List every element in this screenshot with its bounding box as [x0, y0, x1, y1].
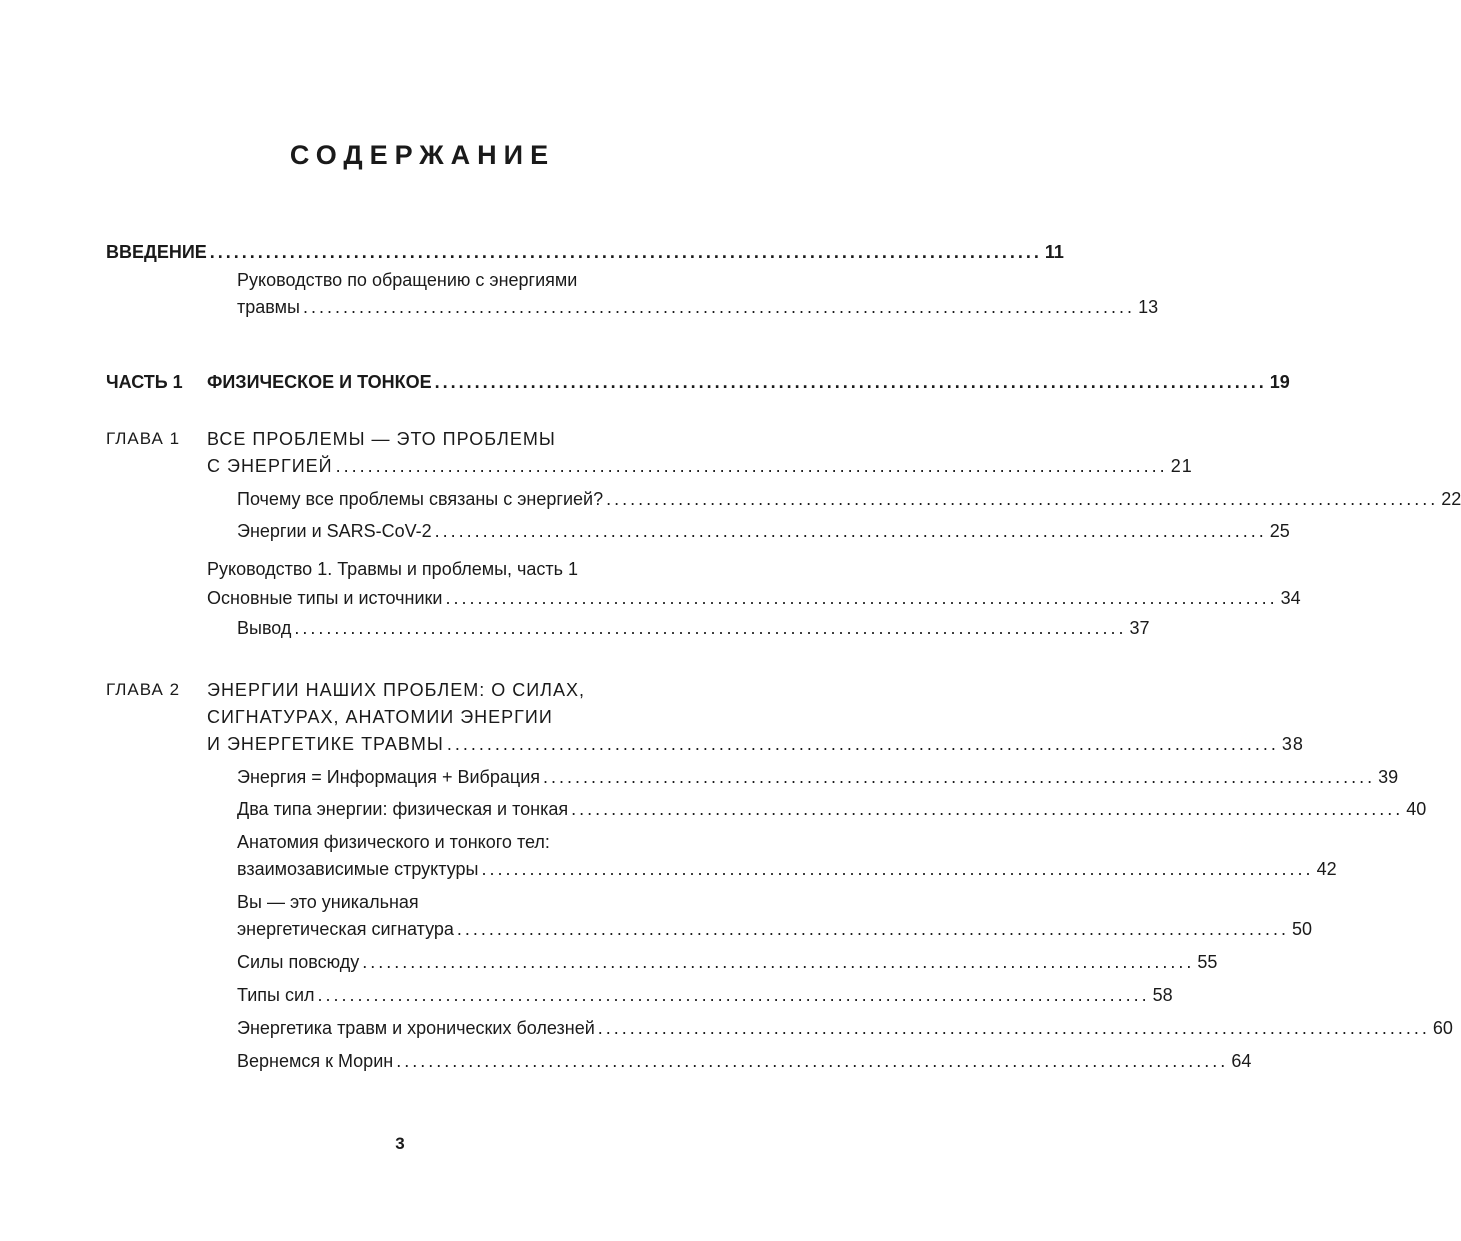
toc-entry-text: Вывод	[237, 618, 292, 638]
page-title: СОДЕРЖАНИЕ	[289, 140, 556, 170]
leader-dots: ........................................................................................................	[446, 734, 1279, 754]
chapter-title-line1: ВСЕ ПРОБЛЕМЫ — ЭТО ПРОБЛЕМЫ	[207, 429, 556, 449]
leader-dots: ........................................................................................................	[543, 767, 1376, 787]
leader-dots: ........................................................................................................	[362, 952, 1195, 972]
toc-entry-label: ВВЕДЕНИЕ	[106, 242, 207, 262]
leader-dots: ........................................................................................................	[302, 297, 1136, 317]
leader-dots: ........................................................................................................	[445, 588, 1278, 608]
toc-entry-text: Силы повсюду	[237, 952, 360, 972]
toc-entry-text-line1: Анатомия физического и тонкого тел:	[237, 832, 550, 852]
toc-page-number: 40	[1406, 799, 1427, 819]
toc-entry-text: Вернемся к Морин	[237, 1051, 394, 1071]
chapter-title-line2: СИГНАТУРАХ, АНАТОМИИ ЭНЕРГИИ	[207, 707, 553, 727]
toc-entry-intro[interactable]	[106, 241, 1064, 263]
toc-entry-text: Основные типы и источники	[207, 588, 443, 608]
toc-entry-text-line1: Руководство по обращению с энергиями	[237, 270, 578, 290]
chapter-title-line2: С ЭНЕРГИЕЙ	[207, 456, 333, 476]
toc-entry-text: травмы	[237, 297, 300, 317]
toc-entry-text: взаимозависимые структуры	[237, 859, 479, 879]
toc-page-number: 38	[1281, 734, 1304, 754]
toc-entry-text: энергетическая сигнатура	[237, 919, 454, 939]
toc-page-number: 58	[1152, 985, 1173, 1005]
part-label: ЧАСТЬ 1	[106, 372, 183, 392]
leader-dots: ........................................................................................................	[434, 521, 1267, 541]
leader-dots: ........................................................................................................	[396, 1051, 1229, 1071]
toc-page-number: 60	[1432, 1018, 1453, 1038]
chapter-label: ГЛАВА 1	[106, 429, 181, 448]
toc-entry-ch2-item[interactable]	[237, 951, 1218, 973]
leader-dots: ........................................................................................................	[597, 1018, 1430, 1038]
toc-entry-intro-guide[interactable]	[237, 296, 1159, 318]
toc-entry-ch2-item[interactable]	[237, 1017, 1453, 1039]
toc-entry-part1[interactable]	[207, 371, 1290, 393]
toc-entry-text: Энергия = Информация + Вибрация	[237, 767, 541, 787]
leader-dots: ........................................................................................................	[209, 242, 1042, 262]
toc-entry-ch1-guide[interactable]	[207, 587, 1301, 609]
toc-page-number: 19	[1269, 372, 1290, 392]
leader-dots: ........................................................................................................	[606, 489, 1439, 509]
toc-entry-ch2-item[interactable]	[237, 798, 1427, 820]
toc-page-number: 34	[1280, 588, 1301, 608]
toc-page-number: 50	[1292, 919, 1313, 939]
toc-entry-chapter1[interactable]	[207, 455, 1193, 477]
toc-entry-text: Почему все проблемы связаны с энергией?	[237, 489, 604, 509]
leader-dots: ........................................................................................................	[317, 985, 1150, 1005]
leader-dots: ........................................................................................................	[456, 919, 1289, 939]
part-title: ФИЗИЧЕСКОЕ И ТОНКОЕ	[207, 372, 432, 392]
toc-entry-chapter2[interactable]	[207, 733, 1304, 755]
toc-entry-ch1-conclusion[interactable]	[237, 617, 1150, 639]
leader-dots: ........................................................................................................	[294, 618, 1127, 638]
toc-page-number: 13	[1138, 297, 1159, 317]
guide-title-line1: Руководство 1. Травмы и проблемы, часть 1	[207, 559, 579, 579]
leader-dots: ........................................................................................................	[571, 799, 1404, 819]
page-number: 3	[395, 1134, 405, 1153]
toc-page-number: 55	[1197, 952, 1218, 972]
toc-page-number: 64	[1231, 1051, 1252, 1071]
leader-dots: ........................................................................................................	[434, 372, 1267, 392]
toc-page-number: 25	[1269, 521, 1290, 541]
toc-entry-ch2-item[interactable]	[237, 984, 1173, 1006]
toc-page-number: 21	[1170, 456, 1193, 476]
toc-page-number: 11	[1044, 242, 1064, 262]
toc-page-number: 37	[1129, 618, 1150, 638]
toc-entry-text: Типы сил	[237, 985, 315, 1005]
toc-entry-ch2-item[interactable]	[237, 858, 1337, 880]
leader-dots: ........................................................................................................	[335, 456, 1168, 476]
toc-entry-text: Энергии и SARS-CoV-2	[237, 521, 432, 541]
toc-entry-ch1-item[interactable]	[237, 488, 1461, 510]
chapter-title-line3: И ЭНЕРГЕТИКЕ ТРАВМЫ	[207, 734, 444, 754]
toc-entry-text: Энергетика травм и хронических болезней	[237, 1018, 595, 1038]
leader-dots: ........................................................................................................	[481, 859, 1314, 879]
toc-entry-text: Два типа энергии: физическая и тонкая	[237, 799, 569, 819]
toc-entry-text-line1: Вы — это уникальная	[237, 892, 419, 912]
chapter-title-line1: ЭНЕРГИИ НАШИХ ПРОБЛЕМ: О СИЛАХ,	[207, 680, 585, 700]
toc-entry-ch2-item[interactable]	[237, 918, 1313, 940]
toc-entry-ch2-item[interactable]	[237, 766, 1399, 788]
toc-page-number: 39	[1378, 767, 1399, 787]
toc-entry-ch1-item[interactable]	[237, 520, 1290, 542]
toc-page-number: 22	[1441, 489, 1461, 509]
chapter-label: ГЛАВА 2	[106, 680, 181, 699]
toc-entry-ch2-item[interactable]	[237, 1050, 1252, 1072]
toc-page-number: 42	[1316, 859, 1337, 879]
